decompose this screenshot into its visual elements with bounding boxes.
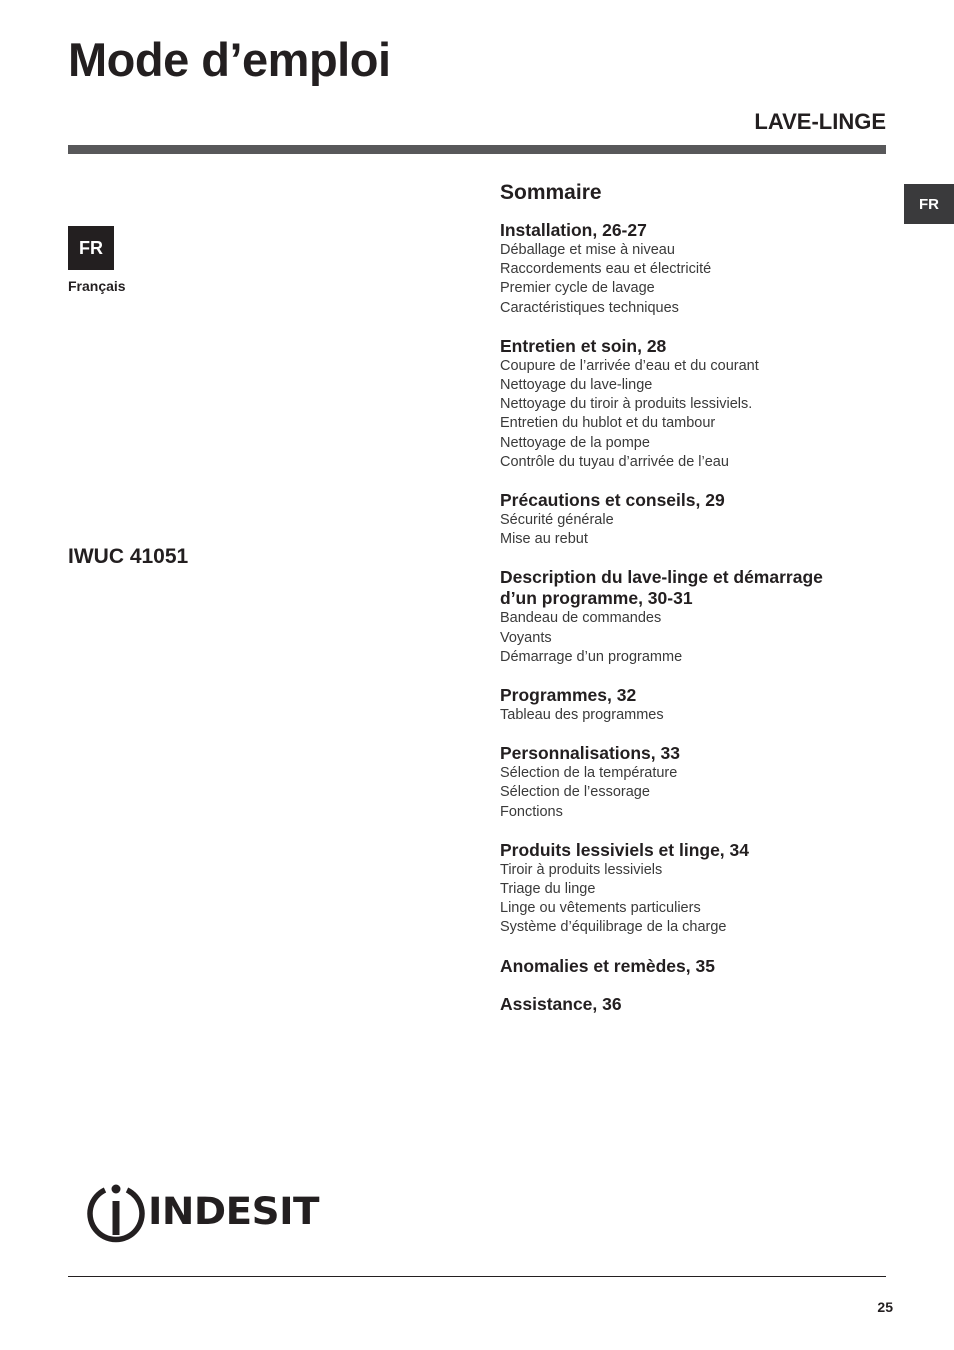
toc-item: Fonctions [500,803,563,820]
page-number: 25 [877,1299,893,1315]
toc-item: Déballage et mise à niveau [500,242,675,258]
toc-item: Coupure de l’arrivée d’eau et du courant [500,357,759,374]
toc-item: Sélection de l’essorage [500,784,650,801]
language-name: Français [68,278,126,294]
toc-item: Entretien du hublot et du tambour [500,415,716,432]
toc-item: Tiroir à produits lessiviels [500,861,663,878]
toc-heading-line-1: Description du lave-linge et démarrage [500,567,823,588]
toc-item: Bandeau de commandes [500,610,662,627]
toc-item: Sécurité générale [500,512,614,529]
toc-item: Nettoyage du tiroir à produits lessiviels. [500,396,753,413]
toc-section-precautions [500,490,900,549]
toc-item: Tableau des programmes [500,707,664,724]
toc-item: Nettoyage du lave-linge [500,377,653,394]
toc-heading: Personnalisations, 33 [500,743,680,764]
toc-section-installation [500,220,900,318]
toc-item: Raccordements eau et électricité [500,261,712,278]
toc-heading: Anomalies et remèdes, 35 [500,955,715,976]
toc-item: Premier cycle de lavage [500,280,655,297]
toc-item: Linge ou vêtements particuliers [500,900,701,917]
toc-item: Nettoyage de la pompe [500,434,650,451]
toc-heading: Assistance, 36 [500,993,622,1014]
toc-heading-line-2: d’un programme, 30-31 [500,588,693,609]
toc-item: Contrôle du tuyau d’arrivée de l’eau [500,453,729,470]
toc-section-description [500,567,900,667]
brand-wordmark: INDESIT [148,1190,320,1233]
toc-item: Voyants [500,629,552,646]
toc-section-produits [500,840,900,938]
toc-item: Démarrage d’un programme [500,648,683,665]
toc-section-personnalisations [500,743,900,822]
toc-item: Sélection de la température [500,765,678,782]
toc-heading: Installation, 26-27 [500,220,647,240]
language-badge: FR [68,226,114,270]
toc-title: Sommaire [500,181,602,204]
toc-section-anomalies [500,956,900,976]
toc-section-assistance [500,994,900,1014]
toc-item: Triage du linge [500,881,596,898]
toc-heading: Précautions et conseils, 29 [500,490,725,511]
product-category: LAVE-LINGE [754,109,886,134]
toc-item: Système d’équilibrage de la charge [500,919,727,936]
toc-heading: Programmes, 32 [500,685,637,706]
model-number: IWUC 41051 [68,545,189,568]
toc-heading: Entretien et soin, 28 [500,335,667,356]
toc-item: Mise au rebut [500,531,588,548]
indesit-i-icon [84,1180,148,1244]
toc-heading: Produits lessiviels et linge, 34 [500,839,749,860]
toc-section-programmes [500,685,900,725]
toc-item: Caractéristiques techniques [500,299,679,316]
language-side-tab: FR [904,184,954,224]
page-title: Mode d’emploi [68,33,391,86]
footer-divider [68,1276,886,1277]
brand-logo [84,1180,318,1244]
header-divider [68,145,886,154]
toc-section-entretien [500,336,900,472]
table-of-contents [500,179,900,1032]
